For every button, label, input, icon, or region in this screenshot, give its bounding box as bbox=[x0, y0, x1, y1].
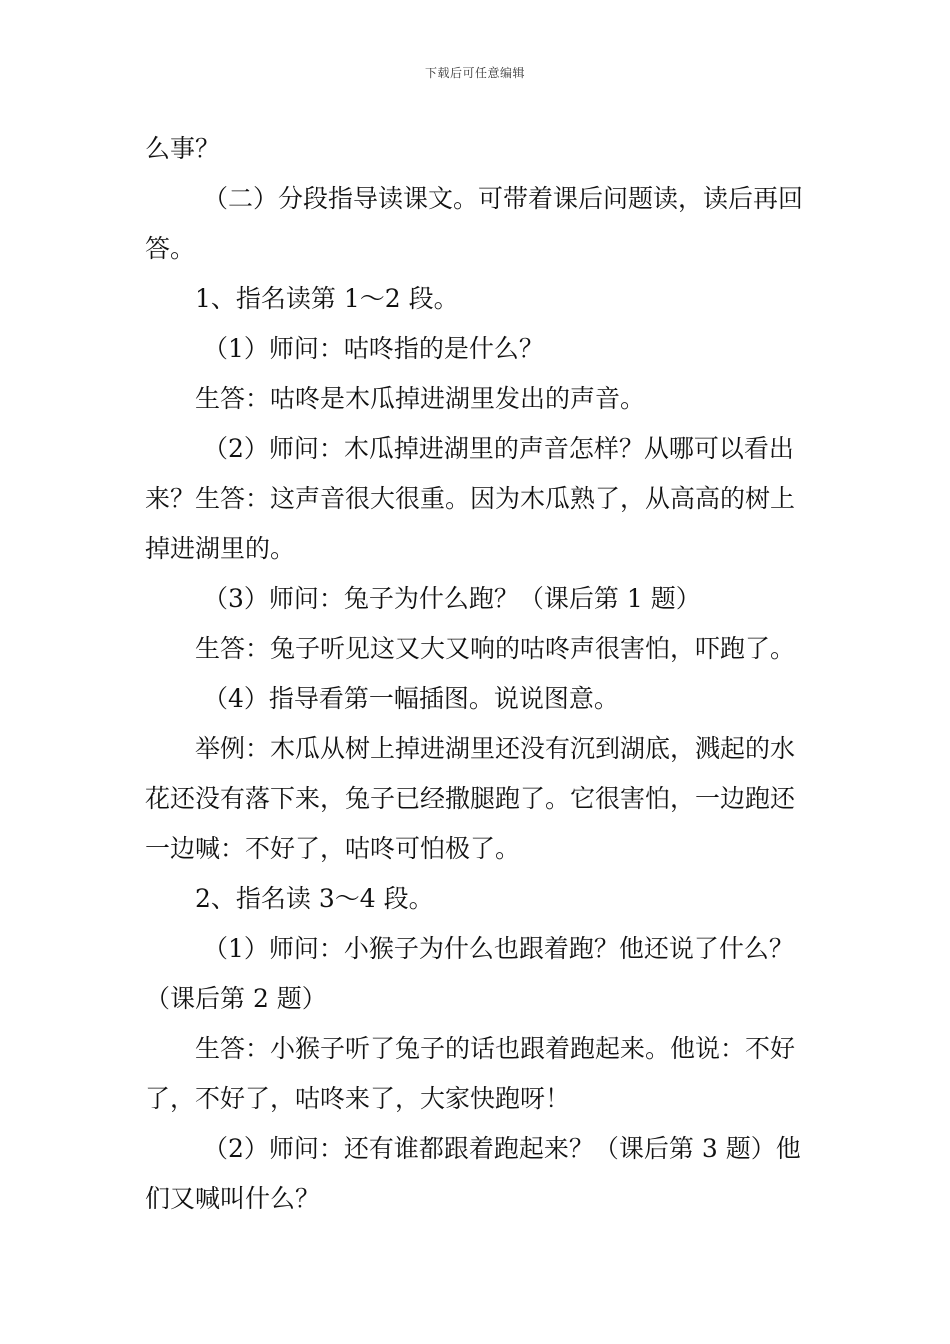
paragraph: 1、指名读第 1～2 段。 bbox=[195, 284, 459, 313]
paragraph: （4）指导看第一幅插图。说说图意。 bbox=[203, 684, 619, 713]
paragraph: （3）师问：兔子为什么跑？（课后第 1 题） bbox=[203, 584, 701, 613]
paragraph: （2）师问：还有谁都跟着跑起来？（课后第 3 题）他们又喊叫什么？ bbox=[145, 1134, 801, 1213]
paragraph: 生答：咕咚是木瓜掉进湖里发出的声音。 bbox=[195, 384, 646, 413]
paragraph: 生答：兔子听见这又大又响的咕咚声很害怕，吓跑了。 bbox=[195, 634, 796, 663]
paragraph: （2）师问：木瓜掉进湖里的声音怎样？从哪可以看出来？生答：这声音很大很重。因为木瓜熟了，从高高的树上掉进湖里的。 bbox=[145, 434, 796, 563]
paragraph: 么事？ bbox=[145, 134, 221, 163]
paragraph: （二）分段指导读课文。可带着课后问题读，读后再回答。 bbox=[145, 184, 804, 263]
page-header: 下载后可任意编辑 bbox=[424, 66, 525, 80]
document-body bbox=[145, 124, 810, 1224]
paragraph: （1）师问：小猴子为什么也跟着跑？他还说了什么？（课后第 2 题） bbox=[145, 934, 794, 1013]
paragraph: 生答：小猴子听了兔子的话也跟着跑起来。他说：不好了，不好了，咕咚来了，大家快跑呀！ bbox=[145, 1034, 796, 1113]
paragraph: 2、指名读 3～4 段。 bbox=[195, 884, 434, 913]
paragraph: 举例：木瓜从树上掉进湖里还没有沉到湖底，溅起的水花还没有落下来，兔子已经撒腿跑了。它很害怕，一边跑还一边喊：不好了，咕咚可怕极了。 bbox=[145, 734, 796, 863]
paragraph: （1）师问：咕咚指的是什么？ bbox=[203, 334, 544, 363]
